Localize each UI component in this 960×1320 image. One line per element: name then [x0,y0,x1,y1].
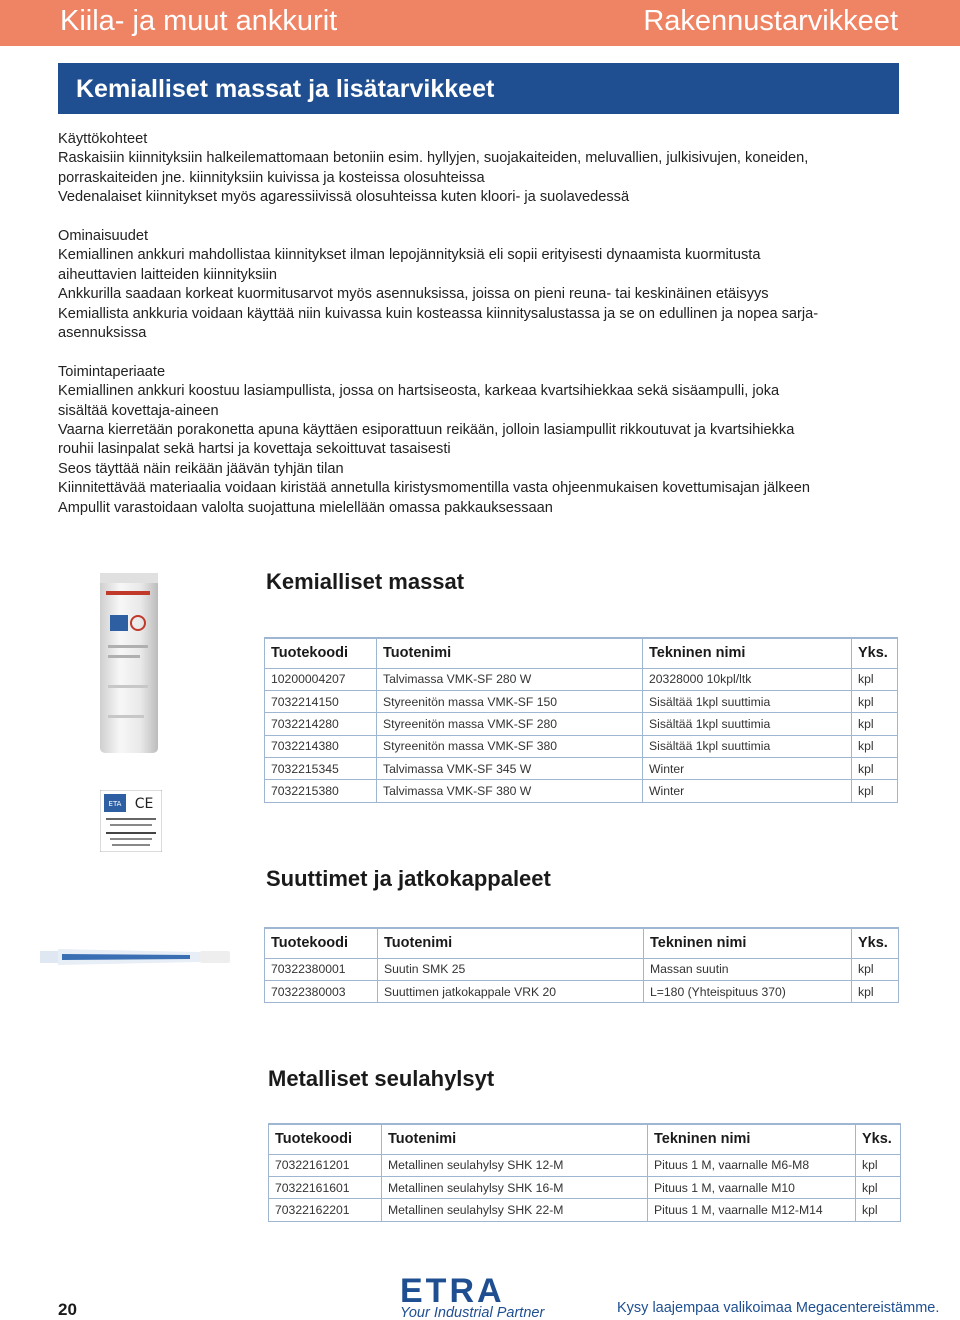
principle-line: Seos täyttää näin reikään jäävän tyhjän tilan [58,460,344,477]
column-header: Tuotenimi [382,1124,648,1154]
logo-wordmark: ETRA [400,1272,505,1310]
use-cases-heading: Käyttökohteet [58,131,148,147]
logo-tagline: Your Industrial Partner [400,1305,545,1320]
properties-line: Kemiallista ankkuria voidaan käyttää niin kuivassa kuin kosteassa kiinnitysalustassa ja se on edullinen ja nopea sarja- [58,305,819,322]
cell-code: 7032215380 [265,780,377,802]
properties-line: Kemiallinen ankkuri mahdollistaa kiinnitykset ilman lepojännityksiä eli sopii erityisesti dynaamista kuormitusta [58,247,761,264]
cell-unit: kpl [856,1176,901,1198]
cell-technical: Sisältää 1kpl suuttimia [643,713,852,735]
cell-technical: Pituus 1 M, vaarnalle M10 [648,1176,856,1198]
properties-block [58,227,903,343]
cell-technical: Winter [643,780,852,802]
principle-line: sisältää kovettaja-aineen [58,402,219,419]
footer-note: Kysy laajempaa valikoimaa Megacentereistämme. [617,1300,940,1316]
cell-name: Styreenitön massa VMK-SF 380 [377,735,643,757]
svg-text:CE: CE [134,796,154,812]
sleeves-table [268,1123,901,1222]
cell-technical: Pituus 1 M, vaarnalle M6-M8 [648,1154,856,1176]
cell-unit: kpl [852,735,898,757]
page-number: 20 [58,1300,77,1319]
properties-heading: Ominaisuudet [58,228,149,245]
principle-line: Ampullit varastoidaan valolta suojattuna mielellään omassa pakkauksessaan [58,499,553,516]
cell-technical: Massan suutin [644,958,852,980]
section-banner [58,63,899,114]
table-row [265,668,898,690]
cell-name: Styreenitön massa VMK-SF 150 [377,690,643,712]
table-header-row [265,638,898,668]
principle-line: Vaarna kierretään porakonetta apuna käyttäen esiporattuun reikään, jolloin lasiampullit rikkoutuvat ja kvartsihiekka [58,422,795,439]
table-row [265,713,898,735]
column-header: Yks. [856,1124,901,1154]
cell-name: Talvimassa VMK-SF 345 W [377,758,643,780]
cell-name: Metallinen seulahylsy SHK 22-M [382,1199,648,1221]
table-row [269,1176,901,1198]
table-row [269,1199,901,1221]
column-header: Tekninen nimi [644,928,852,958]
table-row [265,958,899,980]
masses-table [264,637,898,803]
cell-code: 70322380003 [265,980,378,1002]
table-row [265,690,898,712]
properties-line: asennuksissa [58,325,147,342]
cell-name: Suutin SMK 25 [378,958,644,980]
cell-code: 70322380001 [265,958,378,980]
principle-heading: Toimintaperiaate [58,363,166,380]
cell-technical: Sisältää 1kpl suuttimia [643,690,852,712]
cartridge-tube-image [96,565,162,755]
principle-line: rouhii lasinpalat sekä hartsi ja kovettaja sekoittuvat tasaisesti [58,441,451,458]
cell-unit: kpl [852,780,898,802]
svg-text:ETA: ETA [108,800,122,808]
column-header: Yks. [852,638,898,668]
cell-code: 7032214380 [265,735,377,757]
principle-line: Kiinnitettävää materiaalia voidaan kiristää annetulla kiristysmomentilla vasta ohjeenmukaisen kovettumisajan jälkeen [58,480,810,497]
table-row [269,1154,901,1176]
etra-logo [398,1272,564,1320]
use-cases-line: Vedenalaiset kiinnitykset myös agaressiivissä olosuhteissa kuten kloori- ja suolavedessä [58,189,630,206]
column-header: Tuotekoodi [265,638,377,668]
cell-unit: kpl [852,980,899,1002]
cell-code: 70322161201 [269,1154,382,1176]
column-header: Tekninen nimi [643,638,852,668]
table-row [265,780,898,802]
table-row [265,980,899,1002]
sleeves-heading: Metalliset seulahylsyt [268,1066,495,1091]
cell-unit: kpl [852,690,898,712]
nozzles-heading: Suuttimet ja jatkokappaleet [266,866,551,891]
cell-name: Metallinen seulahylsy SHK 12-M [382,1154,648,1176]
masses-heading: Kemialliset massat [266,569,465,594]
cell-technical: 20328000 10kpl/ltk [643,668,852,690]
header-category-right: Rakennustarvikkeet [643,5,898,37]
cell-code: 7032215345 [265,758,377,780]
cell-technical: Pituus 1 M, vaarnalle M12-M14 [648,1199,856,1221]
cell-name: Talvimassa VMK-SF 380 W [377,780,643,802]
column-header: Tuotekoodi [265,928,378,958]
cell-name: Suuttimen jatkokappale VRK 20 [378,980,644,1002]
table-row [265,735,898,757]
properties-line: aiheuttavien laitteiden kiinnityksiin [58,266,278,283]
column-header: Yks. [852,928,899,958]
cell-name: Talvimassa VMK-SF 280 W [377,668,643,690]
cell-unit: kpl [852,758,898,780]
cell-unit: kpl [852,958,899,980]
header-category-left: Kiila- ja muut ankkurit [60,5,338,37]
column-header: Tuotenimi [378,928,644,958]
section-title: Kemialliset massat ja lisätarvikkeet [76,75,495,103]
cell-code: 7032214280 [265,713,377,735]
table-header-row [265,928,899,958]
principle-line: Kemiallinen ankkuri koostuu lasiampullista, jossa on hartsiseosta, karkeaa kvartsihiekkaa sekä sisäampulli, joka [58,383,780,400]
cell-code: 10200004207 [265,668,377,690]
column-header: Tekninen nimi [648,1124,856,1154]
properties-line: Ankkurilla saadaan korkeat kuormitusarvot myös asennuksissa, joissa on pieni reuna- tai keskinäinen etäisyys [58,286,769,303]
cell-code: 70322162201 [269,1199,382,1221]
column-header: Tuotekoodi [269,1124,382,1154]
mixing-nozzle-image [40,945,230,969]
table-header-row [269,1124,901,1154]
cell-code: 70322161601 [269,1176,382,1198]
use-cases-line: Raskaisiin kiinnityksiin halkeilemattomaan betoniin esim. hyllyjen, suojakaiteiden, meluvallien, julkisivujen, koneiden, [58,150,809,167]
cell-technical: Sisältää 1kpl suuttimia [643,735,852,757]
intro-text [58,130,903,537]
cell-name: Metallinen seulahylsy SHK 16-M [382,1176,648,1198]
principle-block [58,363,903,518]
cell-name: Styreenitön massa VMK-SF 280 [377,713,643,735]
use-cases-block [58,130,903,208]
cell-unit: kpl [852,668,898,690]
cell-unit: kpl [852,713,898,735]
nozzles-table [264,927,899,1003]
use-cases-line: porraskaiteiden jne. kiinnityksiin kuivissa ja kosteissa olosuhteissa [58,169,485,186]
header-bar [0,0,960,46]
etag-certification-label [100,790,162,852]
cell-technical: Winter [643,758,852,780]
column-header: Tuotenimi [377,638,643,668]
table-row [265,758,898,780]
cell-code: 7032214150 [265,690,377,712]
cell-unit: kpl [856,1199,901,1221]
cell-unit: kpl [856,1154,901,1176]
cell-technical: L=180 (Yhteispituus 370) [644,980,852,1002]
